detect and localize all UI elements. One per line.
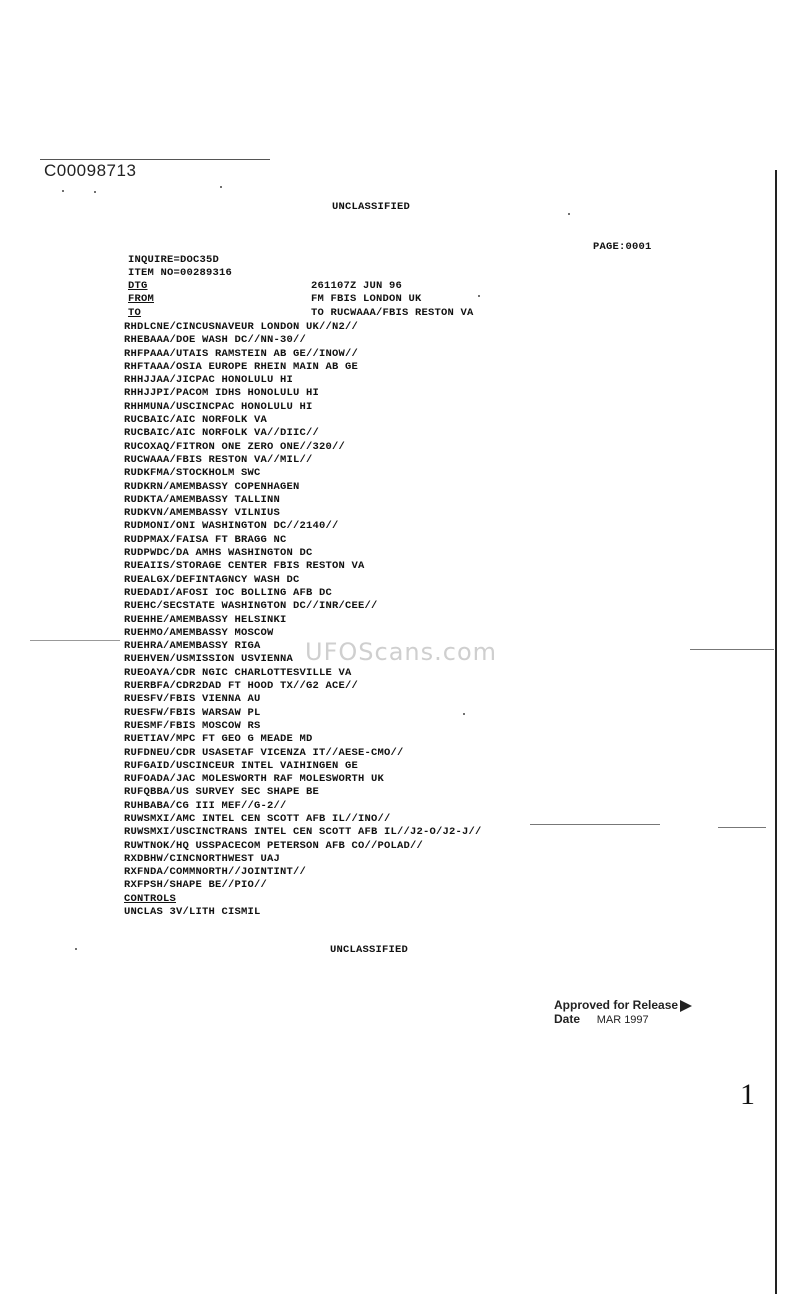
routing-line: RUFQBBA/US SURVEY SEC SHAPE BE bbox=[124, 786, 320, 799]
scan-speck bbox=[568, 213, 570, 215]
routing-line: RUDKFMA/STOCKHOLM SWC bbox=[124, 467, 261, 480]
watermark: UFOScans.com bbox=[305, 638, 497, 666]
scan-speck bbox=[478, 295, 480, 297]
routing-line: RXDBHW/CINCNORTHWEST UAJ bbox=[124, 852, 281, 865]
routing-line: RUDPWDC/DA AMHS WASHINGTON DC bbox=[124, 547, 313, 560]
approved-for-release-stamp bbox=[554, 998, 692, 1027]
dtg-label: DTG bbox=[128, 280, 148, 292]
routing-line: RXFPSH/SHAPE BE//PIO// bbox=[124, 879, 268, 892]
routing-line: RHDLCNE/CINCUSNAVEUR LONDON UK//N2// bbox=[124, 321, 359, 333]
handwritten-page-mark: 1 bbox=[740, 1078, 755, 1111]
routing-line: RUEHHE/AMEMBASSY HELSINKI bbox=[124, 613, 287, 626]
routing-line: RUERBFA/CDR2DAD FT HOOD TX//G2 ACE// bbox=[124, 680, 359, 693]
scan-artifact-line bbox=[30, 640, 120, 641]
routing-line: RHHMUNA/USCINCPAC HONOLULU HI bbox=[124, 400, 313, 413]
routing-line: RUHBABA/CG III MEF//G-2// bbox=[124, 799, 287, 812]
controls-label: CONTROLS bbox=[124, 892, 177, 905]
routing-line: RXFNDA/COMMNORTH//JOINTINT// bbox=[124, 866, 307, 879]
routing-line: RUFOADA/JAC MOLESWORTH RAF MOLESWORTH UK bbox=[124, 773, 385, 786]
scan-speck bbox=[94, 191, 96, 193]
routing-line: RHHJJPI/PACOM IDHS HONOLULU HI bbox=[124, 387, 320, 400]
routing-line: RUDKTA/AMEMBASSY TALLINN bbox=[124, 493, 281, 506]
to-value: TO RUCWAAA/FBIS RESTON VA bbox=[311, 307, 474, 319]
routing-line: RUCOXAQ/FITRON ONE ZERO ONE//320// bbox=[124, 440, 346, 453]
scan-artifact-line bbox=[718, 827, 766, 828]
routing-line: RHFTAAA/OSIA EUROPE RHEIN MAIN AB GE bbox=[124, 360, 359, 373]
routing-line: RUCBAIC/AIC NORFOLK VA//DIIC// bbox=[124, 427, 320, 440]
to-label: TO bbox=[128, 307, 142, 319]
routing-line: RUCWAAA/FBIS RESTON VA//MIL// bbox=[124, 453, 313, 466]
routing-line: RUWSMXI/USCINCTRANS INTEL CEN SCOTT AFB IL//J2-O/J2-J// bbox=[124, 826, 482, 839]
routing-line: RUDKVN/AMEMBASSY VILNIUS bbox=[124, 507, 281, 520]
routing-line: RUFDNEU/CDR USASETAF VICENZA IT//AESE-CMO// bbox=[124, 746, 404, 759]
routing-line: RUEALGX/DEFINTAGNCY WASH DC bbox=[124, 573, 300, 586]
routing-line: RUETIAV/MPC FT GEO G MEADE MD bbox=[124, 733, 313, 746]
routing-line: RHFPAAA/UTAIS RAMSTEIN AB GE//INOW// bbox=[124, 347, 359, 360]
scan-artifact-line bbox=[690, 649, 774, 650]
routing-line: RUEAIIS/STORAGE CENTER FBIS RESTON VA bbox=[124, 560, 365, 573]
classification-bottom: UNCLASSIFIED bbox=[330, 944, 409, 956]
controls-value: UNCLAS 3V/LITH CISMIL bbox=[124, 906, 261, 919]
routing-line: RUWTNOK/HQ USSPACECOM PETERSON AFB CO//POLAD// bbox=[124, 839, 424, 852]
classification-top: UNCLASSIFIED bbox=[332, 201, 411, 213]
routing-line: RUDPMAX/FAISA FT BRAGG NC bbox=[124, 533, 287, 546]
routing-line: RUEOAYA/CDR NGIC CHARLOTTESVILLE VA bbox=[124, 666, 352, 679]
dtg-value: 261107Z JUN 96 bbox=[311, 280, 403, 292]
routing-line: RUEHC/SECSTATE WASHINGTON DC//INR/CEE// bbox=[124, 600, 378, 613]
routing-line: RUESFV/FBIS VIENNA AU bbox=[124, 693, 261, 706]
routing-line: RUDMONI/ONI WASHINGTON DC//2140// bbox=[124, 520, 339, 533]
from-label: FROM bbox=[128, 293, 155, 305]
routing-line: RUDKRN/AMEMBASSY COPENHAGEN bbox=[124, 480, 300, 493]
routing-line: RHHJJAA/JICPAC HONOLULU HI bbox=[124, 374, 294, 387]
routing-line: RHEBAAA/DOE WASH DC//NN-30// bbox=[124, 334, 307, 347]
approved-line-1: Approved for Release bbox=[554, 998, 679, 1012]
scan-speck bbox=[75, 948, 77, 950]
item-number: ITEM NO=00289316 bbox=[128, 267, 233, 279]
inquire-line: INQUIRE=DOC35D bbox=[128, 254, 220, 266]
page-number: PAGE:0001 bbox=[593, 241, 652, 253]
scan-speck bbox=[62, 190, 64, 192]
scan-artifact-line bbox=[530, 824, 660, 825]
routing-line: RUEDADI/AFOSI IOC BOLLING AFB DC bbox=[124, 586, 333, 599]
right-edge-rule bbox=[775, 170, 777, 1294]
approved-date: MAR 1997 bbox=[596, 1014, 649, 1026]
arrow-right-icon bbox=[680, 1000, 692, 1012]
from-value: FM FBIS LONDON UK bbox=[311, 293, 422, 305]
routing-line: RUESFW/FBIS WARSAW PL bbox=[124, 706, 261, 719]
routing-line: RUCBAIC/AIC NORFOLK VA bbox=[124, 414, 268, 427]
document-id: C00098713 bbox=[44, 161, 137, 180]
routing-line: RUESMF/FBIS MOSCOW RS bbox=[124, 719, 261, 732]
routing-line: RUWSMXI/AMC INTEL CEN SCOTT AFB IL//INO// bbox=[124, 812, 391, 825]
approved-line-2: Date bbox=[554, 1012, 581, 1026]
routing-line: RUEHMO/AMEMBASSY MOSCOW bbox=[124, 626, 274, 639]
scan-speck bbox=[220, 186, 222, 188]
routing-list bbox=[124, 321, 482, 919]
routing-line: RUEHRA/AMEMBASSY RIGA bbox=[124, 640, 261, 653]
top-rule bbox=[40, 159, 270, 160]
routing-line: RUFGAID/USCINCEUR INTEL VAIHINGEN GE bbox=[124, 759, 359, 772]
routing-line: RUEHVEN/USMISSION USVIENNA bbox=[124, 653, 294, 666]
